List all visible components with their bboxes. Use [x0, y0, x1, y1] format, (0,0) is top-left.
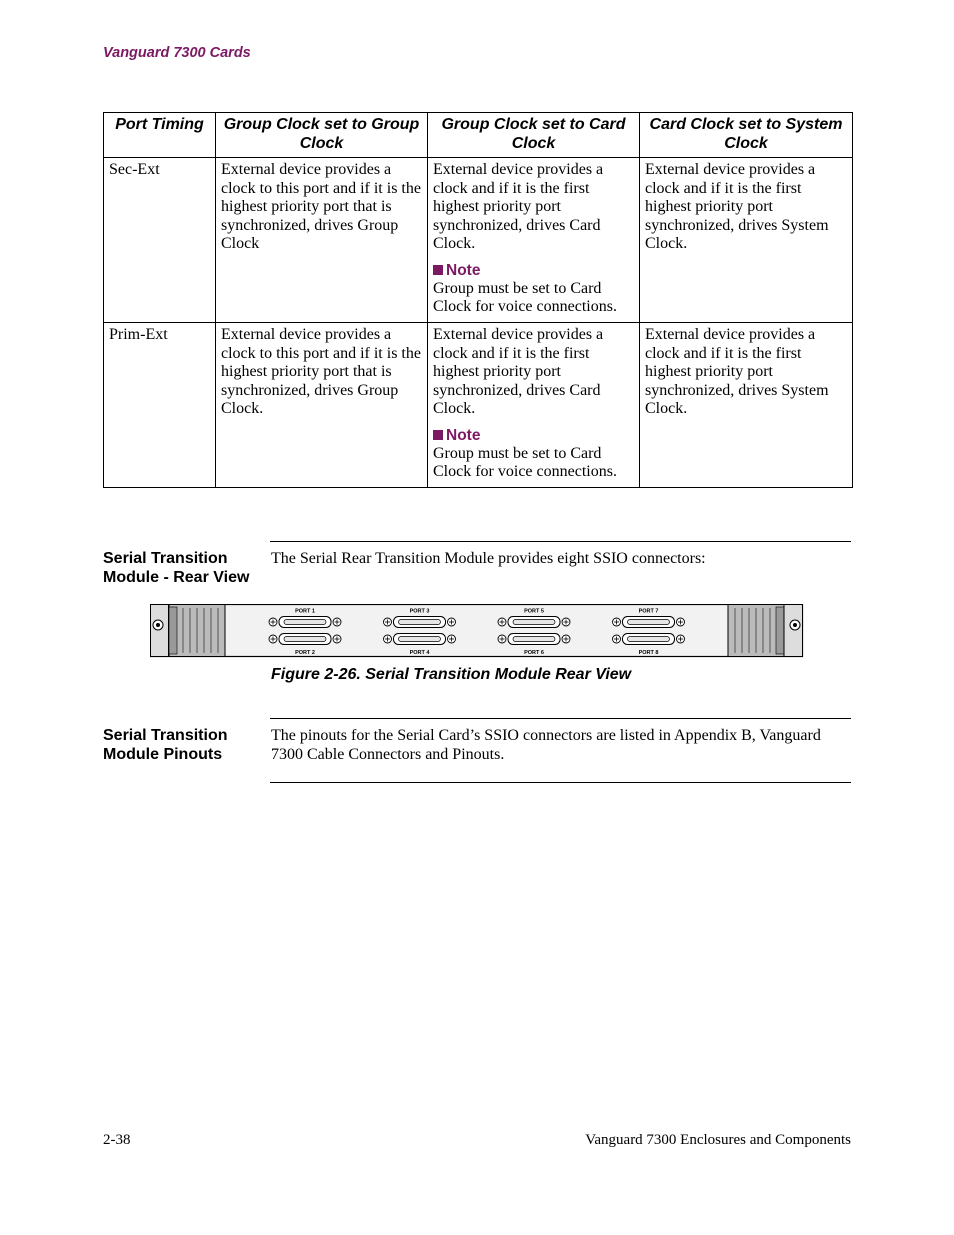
- section-text-pinouts: The pinouts for the Serial Card’s SSIO connectors are listed in Appendix B, Vanguard 7300 Cable Connectors and Pinouts.: [271, 727, 821, 763]
- note-heading: [433, 262, 634, 280]
- section-heading-rear-view: Serial Transition Module - Rear View: [103, 550, 250, 586]
- table-header-row: [104, 113, 853, 158]
- table-cell: [428, 158, 640, 323]
- port-label: PORT 3: [409, 608, 430, 615]
- ssio-connector: [384, 617, 456, 628]
- section-text-rear-view: The Serial Rear Transition Module provides eight SSIO connectors:: [271, 550, 706, 567]
- column-header: Card Clock set to System Clock: [640, 113, 853, 158]
- table-cell: [428, 323, 640, 488]
- page-number: 2-38: [103, 1132, 131, 1148]
- ssio-connector: [269, 634, 341, 645]
- ssio-connector: [384, 634, 456, 645]
- table-cell: External device provides a clock to this port and if it is the highest priority port that is synchronized, drives Group Clock.: [216, 323, 428, 488]
- note-text: Group must be set to Card Clock for voice connections.: [433, 444, 617, 480]
- port-label: PORT 8: [638, 650, 659, 656]
- table-cell: External device provides a clock and if it is the first highest priority port synchronized, drives System Clock.: [640, 323, 853, 488]
- ssio-connector: [613, 634, 685, 645]
- section-rule: [270, 782, 851, 783]
- running-header: Vanguard 7300 Cards: [103, 45, 251, 61]
- section-rule: [270, 541, 851, 542]
- column-header: Group Clock set to Card Clock: [428, 113, 640, 158]
- note-label: Note: [446, 426, 481, 444]
- table-cell: External device provides a clock to this port and if it is the highest priority port that is synchronized, drives Group Clock: [216, 158, 428, 323]
- ssio-connector: [498, 634, 570, 645]
- footer-doc-title: Vanguard 7300 Enclosures and Components: [585, 1132, 851, 1148]
- port-timing-cell: Sec-Ext: [104, 158, 216, 323]
- note-label: Note: [446, 261, 481, 279]
- port-label: PORT 4: [409, 650, 430, 656]
- port-timing-cell: Prim-Ext: [104, 323, 216, 488]
- port-label: PORT 6: [524, 650, 544, 656]
- module-rear-view-drawing: [150, 604, 804, 658]
- table-row: [104, 323, 853, 488]
- section-heading-pinouts: Serial Transition Module Pinouts: [103, 727, 228, 763]
- column-header: Port Timing: [104, 113, 216, 158]
- ssio-connector: [498, 617, 570, 628]
- column-header: Group Clock set to Group Clock: [216, 113, 428, 158]
- left-handle: [151, 605, 226, 657]
- note-square-icon: [433, 265, 443, 275]
- ssio-connector: [269, 617, 341, 628]
- port-label: PORT 2: [295, 650, 315, 656]
- port-label: PORT 1: [295, 608, 315, 615]
- note-square-icon: [433, 430, 443, 440]
- table-row: [104, 158, 853, 323]
- table-cell: External device provides a clock and if it is the first highest priority port synchronized, drives System Clock.: [640, 158, 853, 323]
- right-handle: [728, 605, 803, 657]
- figure-caption: Figure 2-26. Serial Transition Module Rear View: [271, 666, 632, 683]
- note-heading: [433, 427, 634, 445]
- cell-text: External device provides a clock and if it is the first highest priority port synchronized, drives Card Clock.: [433, 161, 604, 252]
- note-text: Group must be set to Card Clock for voice connections.: [433, 279, 617, 315]
- port-label: PORT 5: [524, 608, 544, 615]
- port-timing-table: [103, 112, 853, 488]
- port-label: PORT 7: [638, 608, 659, 615]
- ssio-connector: [613, 617, 685, 628]
- cell-text: External device provides a clock and if it is the first highest priority port synchronized, drives Card Clock.: [433, 326, 604, 417]
- section-rule: [270, 718, 851, 719]
- serial-transition-module-figure: [150, 604, 804, 663]
